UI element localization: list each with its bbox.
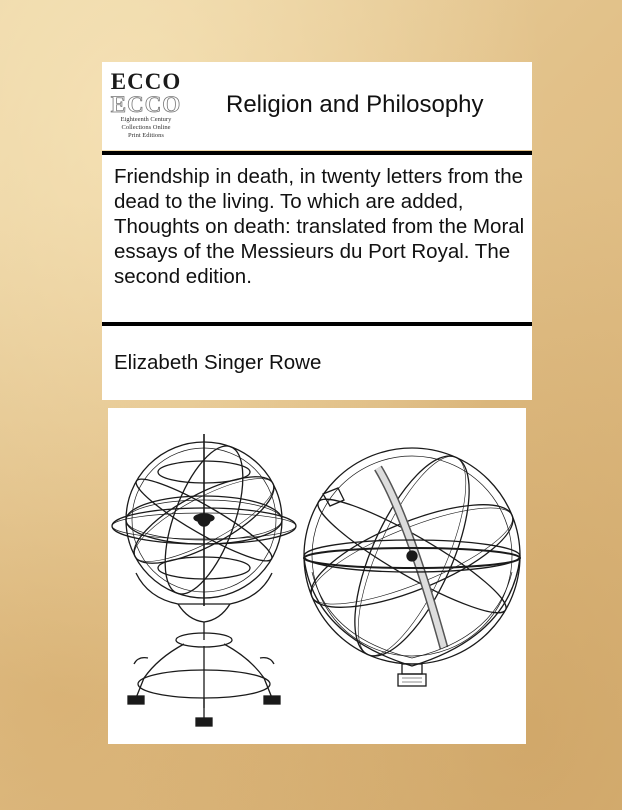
logo-mark-reflection: ECCO [110,92,182,117]
ecco-logo [108,68,184,144]
logo-mark: ECCO [110,69,182,94]
left-armillary-sphere [112,434,296,726]
armillary-spheres-illustration [108,408,526,744]
title-panel [102,155,532,322]
illustration-panel [108,408,526,744]
logo-line-1: Eighteenth Century [120,116,172,123]
header-panel [102,62,532,150]
logo-line-3: Print Editions [128,132,164,139]
author-panel [102,326,532,400]
logo-line-2: Collections Online [121,124,171,131]
author-name: Elizabeth Singer Rowe [114,351,322,374]
series-title: Religion and Philosophy [226,91,484,118]
book-title: Friendship in death, in twenty letters from the dead to the living. To which are added, Thoughts on death: translated from the Moral essays of the Messieurs du Port Royal. The second edition. [114,165,525,288]
right-armillary-sphere [299,441,525,686]
